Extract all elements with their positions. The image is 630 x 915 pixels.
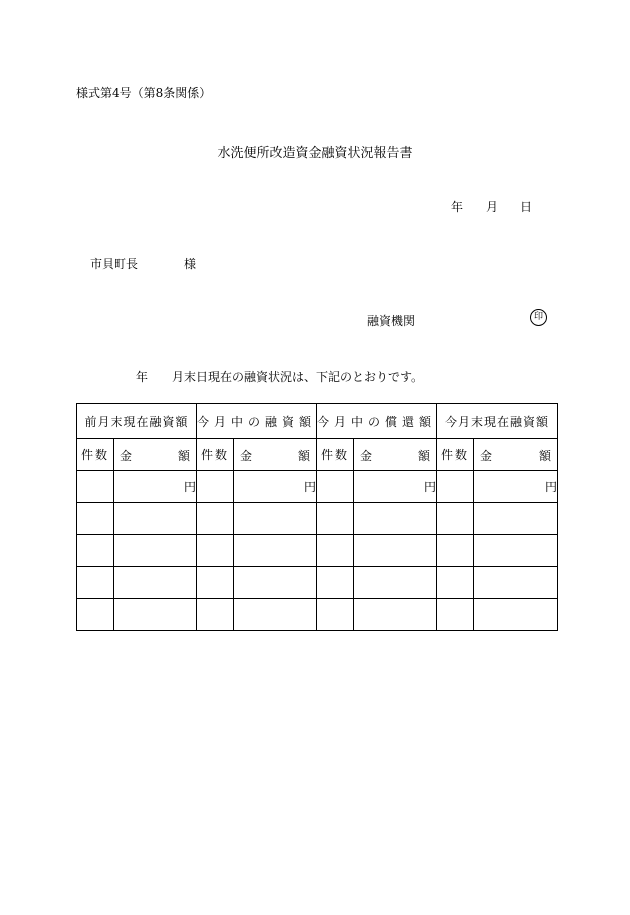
header-month-loans: 今月中の融資額 (197, 404, 317, 439)
amount-cell[interactable] (234, 599, 317, 631)
amount-cell[interactable]: 円 (234, 471, 317, 503)
amount-cell[interactable] (114, 567, 197, 599)
amount-cell[interactable] (234, 503, 317, 535)
count-cell[interactable] (317, 471, 354, 503)
amount-cell[interactable] (354, 503, 437, 535)
date-day-label: 日 (520, 200, 533, 214)
amount-header: 金 額 (114, 439, 197, 471)
count-cell[interactable] (77, 535, 114, 567)
count-cell[interactable] (197, 535, 234, 567)
table-row (77, 503, 558, 535)
count-header: 件数 (317, 439, 354, 471)
count-header: 件数 (197, 439, 234, 471)
table-row (77, 567, 558, 599)
addressee-name: 市貝町長 (90, 257, 139, 271)
amount-cell[interactable]: 円 (354, 471, 437, 503)
loan-status-table (76, 403, 558, 631)
amount-cell[interactable] (474, 535, 558, 567)
addressee-honorific: 様 (184, 257, 197, 271)
amount-header: 金 額 (474, 439, 558, 471)
table-row (77, 535, 558, 567)
count-cell[interactable] (77, 503, 114, 535)
empty-rows (77, 503, 558, 631)
count-header: 件数 (437, 439, 474, 471)
count-cell[interactable] (77, 471, 114, 503)
amount-cell[interactable]: 円 (114, 471, 197, 503)
amount-cell[interactable] (234, 535, 317, 567)
count-cell[interactable] (317, 503, 354, 535)
status-text: 月末日現在の融資状況は、下記のとおりです。 (172, 370, 424, 384)
amount-cell[interactable] (474, 567, 558, 599)
amount-cell[interactable] (474, 599, 558, 631)
count-cell[interactable] (437, 567, 474, 599)
count-cell[interactable] (437, 599, 474, 631)
amount-cell[interactable] (354, 535, 437, 567)
header-month-repayments: 今月中の償還額 (317, 404, 437, 439)
amount-cell[interactable] (354, 599, 437, 631)
count-cell[interactable] (197, 567, 234, 599)
table-row (77, 599, 558, 631)
count-cell[interactable] (437, 471, 474, 503)
table-row (77, 471, 558, 503)
amount-cell[interactable] (354, 567, 437, 599)
group-header-row (77, 404, 558, 439)
form-number: 様式第4号（第8条関係） (76, 86, 212, 100)
count-cell[interactable] (77, 599, 114, 631)
amount-cell[interactable]: 円 (474, 471, 558, 503)
financial-institution-label: 融資機関 (367, 314, 416, 328)
amount-cell[interactable] (114, 535, 197, 567)
status-statement (136, 368, 423, 385)
amount-cell[interactable] (114, 599, 197, 631)
document-title: 水洗便所改造資金融資状況報告書 (217, 146, 413, 161)
count-cell[interactable] (77, 567, 114, 599)
header-current-balance: 今月末現在融資額 (437, 404, 558, 439)
date-month-label: 月 (486, 200, 499, 214)
amount-cell[interactable] (234, 567, 317, 599)
amount-cell[interactable] (474, 503, 558, 535)
seal-mark: 印 (530, 309, 547, 326)
status-year-label: 年 (136, 370, 149, 384)
header-prev-month-balance: 前月末現在融資額 (77, 404, 197, 439)
amount-header: 金 額 (354, 439, 437, 471)
date-year-label: 年 (451, 200, 464, 214)
count-cell[interactable] (437, 535, 474, 567)
amount-header: 金 額 (234, 439, 317, 471)
count-cell[interactable] (197, 503, 234, 535)
count-cell[interactable] (317, 567, 354, 599)
count-cell[interactable] (317, 535, 354, 567)
amount-cell[interactable] (114, 503, 197, 535)
subheader-row (77, 439, 558, 471)
count-header: 件数 (77, 439, 114, 471)
count-cell[interactable] (197, 599, 234, 631)
count-cell[interactable] (197, 471, 234, 503)
count-cell[interactable] (317, 599, 354, 631)
count-cell[interactable] (437, 503, 474, 535)
